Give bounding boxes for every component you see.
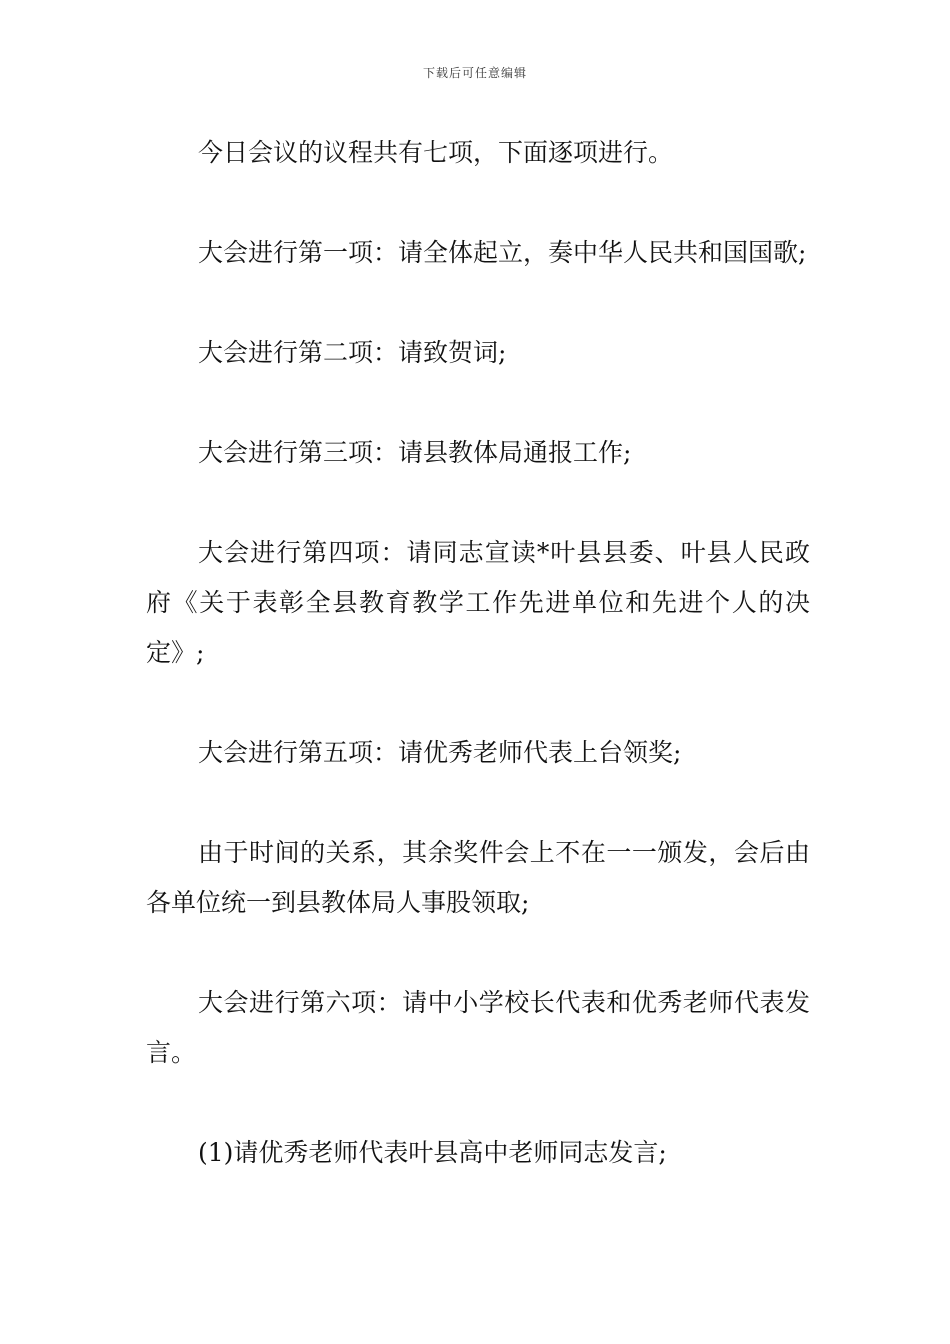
paragraph-agenda-intro: 今日会议的议程共有七项，下面逐项进行。 <box>198 138 674 167</box>
paragraph-item-5: 大会进行第五项：请优秀老师代表上台领奖; <box>198 738 682 767</box>
paragraph-item-4: 大会进行第四项：请同志宣读*叶县县委、叶县人民政府《关于表彰全县教育教学工作先进单位和先进个人的决定》; <box>146 538 810 667</box>
paragraph-item-2: 大会进行第二项：请致贺词; <box>198 338 507 367</box>
paragraph-item-3: 大会进行第三项：请县教体局通报工作; <box>198 438 632 467</box>
paragraph-award-note: 由于时间的关系，其余奖件会上不在一一颁发，会后由各单位统一到县教体局人事股领取; <box>146 838 810 917</box>
document-body <box>146 128 810 1228</box>
page-header: 下载后可任意编辑 <box>422 66 527 80</box>
paragraph-item-6: 大会进行第六项：请中小学校长代表和优秀老师代表发言。 <box>146 988 810 1067</box>
paragraph-speech-1: (1)请优秀老师代表叶县高中老师同志发言; <box>198 1138 667 1167</box>
paragraph-item-1: 大会进行第一项：请全体起立，奏中华人民共和国国歌; <box>198 238 807 267</box>
